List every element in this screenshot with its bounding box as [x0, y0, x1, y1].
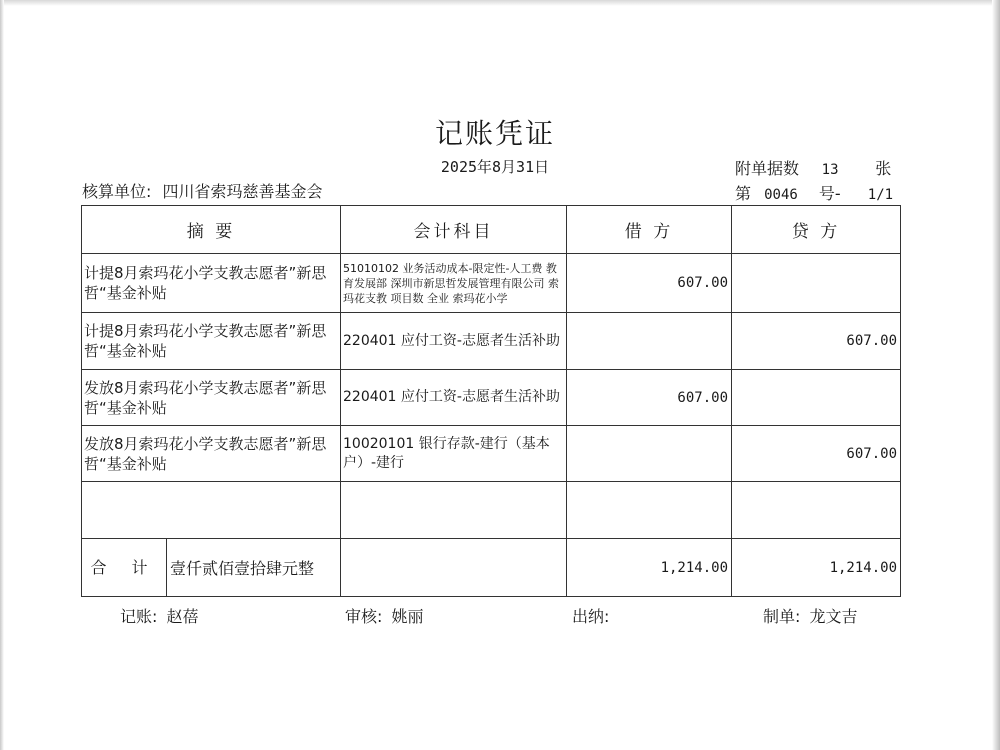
total-debit: 1,214.00 [567, 539, 732, 597]
voucher-number-suffix: 号- [818, 184, 841, 203]
total-words: 壹仟贰佰壹拾肆元整 [170, 559, 315, 578]
voucher-number-value: 0046 [764, 187, 798, 203]
row-account: 51010102 业务活动成本-限定性-人工费 教育发展部 深圳市新思哲发展管理有限公司 索玛花支教 项目数 全业 索玛花小学 [341, 254, 567, 313]
voucher-title: 记账凭证 [434, 117, 555, 150]
table-row [82, 254, 901, 313]
voucher-table [81, 205, 901, 597]
reviewer-name: 姚丽 [391, 607, 424, 626]
reviewer-label: 审核: [345, 607, 383, 626]
reviewer [345, 604, 424, 627]
empty-cell [732, 482, 901, 539]
empty-cell [341, 482, 567, 539]
scan-edge [992, 0, 1000, 750]
preparer-label: 制单: [763, 607, 801, 626]
empty-cell [567, 482, 732, 539]
row-credit [732, 370, 901, 426]
row-account: 220401 应付工资-志愿者生活补助 [341, 370, 567, 426]
cashier-label: 出纳: [572, 607, 610, 626]
table-row [82, 370, 901, 426]
row-account: 10020101 银行存款-建行（基本户）-建行 [341, 426, 567, 482]
bookkeeper [120, 604, 199, 627]
preparer-name: 龙文吉 [809, 607, 858, 626]
row-summary: 发放8月索玛花小学支教志愿者”新思哲“基金补贴 [82, 370, 341, 426]
row-debit: 607.00 [567, 254, 732, 313]
total-label: 合 计 [82, 539, 167, 596]
accounting-unit [82, 179, 323, 202]
scan-edge [0, 0, 1000, 6]
total-row [82, 539, 901, 597]
row-summary: 发放8月索玛花小学支教志愿者”新思哲“基金补贴 [82, 426, 341, 482]
attachment-label: 附单据数 [735, 159, 800, 178]
voucher-number [735, 181, 893, 204]
table-row [82, 426, 901, 482]
empty-cell [82, 482, 341, 539]
total-cell [82, 539, 341, 597]
header-account: 会计科目 [341, 206, 567, 254]
preparer [763, 604, 858, 627]
row-summary: 计提8月索玛花小学支教志愿者”新思哲“基金补贴 [82, 254, 341, 313]
total-account [341, 539, 567, 597]
header-summary: 摘 要 [82, 206, 341, 254]
row-summary: 计提8月索玛花小学支教志愿者”新思哲“基金补贴 [82, 313, 341, 370]
row-debit: 607.00 [567, 370, 732, 426]
voucher-date: 2025年8月31日 [440, 158, 550, 176]
header-debit: 借 方 [567, 206, 732, 254]
row-credit [732, 254, 901, 313]
voucher-number-prefix: 第 [735, 184, 752, 203]
empty-row [82, 482, 901, 539]
row-credit: 607.00 [732, 426, 901, 482]
row-account: 220401 应付工资-志愿者生活补助 [341, 313, 567, 370]
row-credit: 607.00 [732, 313, 901, 370]
header-credit: 贷 方 [732, 206, 901, 254]
accounting-unit-name: 四川省索玛慈善基金会 [162, 182, 323, 201]
row-debit [567, 426, 732, 482]
bookkeeper-name: 赵蓓 [166, 607, 199, 626]
attachment-count [735, 156, 891, 179]
accounting-unit-label: 核算单位: [82, 182, 152, 201]
total-credit: 1,214.00 [732, 539, 901, 597]
attachment-unit: 张 [875, 159, 892, 178]
attachment-number: 13 [821, 162, 839, 178]
table-row [82, 313, 901, 370]
row-debit [567, 313, 732, 370]
bookkeeper-label: 记账: [120, 607, 158, 626]
cashier [572, 604, 609, 627]
header-row [82, 206, 901, 254]
voucher-page: 1/1 [867, 187, 894, 203]
